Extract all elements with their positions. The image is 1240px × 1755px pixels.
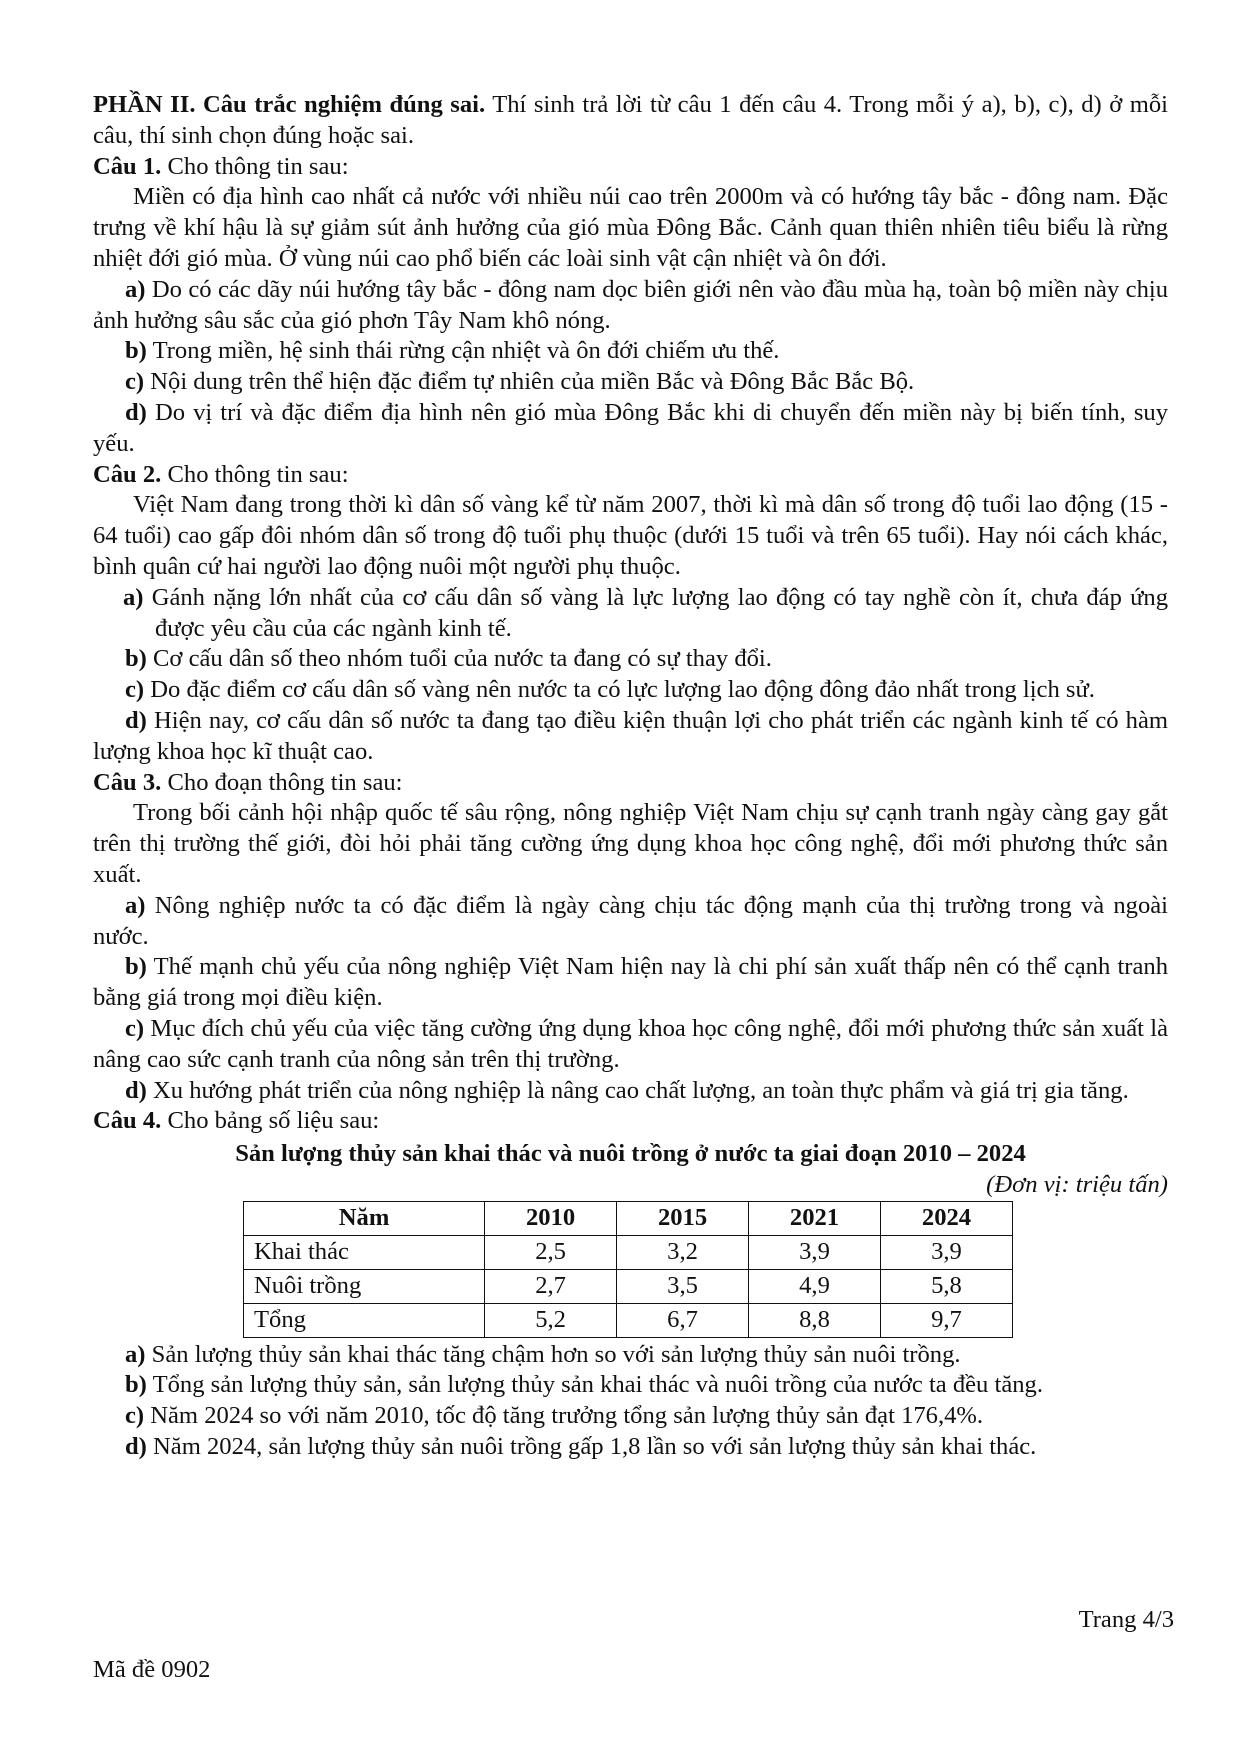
option-text: Nội dung trên thể hiện đặc điểm tự nhiên của miền Bắc và Đông Bắc Bắc Bộ. [144,368,915,396]
table-cell: 2,7 [485,1269,617,1303]
question-4-intro: Cho bảng số liệu sau: [161,1107,380,1135]
option-text: Hiện nay, cơ cấu dân số nước ta đang tạo điều kiện thuận lợi cho phát triển các ngành kinh tế có hàm lượng khoa học kĩ thuật cao. [93,706,1168,765]
option-text: Trong miền, hệ sinh thái rừng cận nhiệt và ôn đới chiếm ưu thế. [146,337,780,365]
table-header-cell: 2015 [617,1201,749,1235]
question-4-option-d [93,1432,1168,1463]
table-row [244,1235,1013,1269]
question-1-heading [93,152,1168,183]
question-3-passage: Trong bối cảnh hội nhập quốc tế sâu rộng, nông nghiệp Việt Nam chịu sự cạnh tranh ngày càng gay gắt trên thị trường thế giới, đòi hỏi phải tăng cường ứng dụng khoa học công nghệ, đổi mới phương thức sản xuất. [93,799,1168,888]
question-2-intro: Cho thông tin sau: [161,460,349,488]
question-2-passage: Việt Nam đang trong thời kì dân số vàng kể từ năm 2007, thời kì mà dân số trong độ tuổi lao động (15 - 64 tuổi) cao gấp đôi nhóm dân số trong độ tuổi phụ thuộc (dưới 15 tuổi và trên 65 tuổi). Hay nói cách khác, bình quân cứ hai người lao động nuôi một người phụ thuộc. [93,491,1168,580]
question-4-label: Câu 4. [93,1107,162,1135]
option-label: b) [125,645,147,673]
option-label: a) [125,275,146,303]
table-cell: 9,7 [880,1303,1012,1337]
option-text: Nông nghiệp nước ta có đặc điểm là ngày càng chịu tác động mạnh của thị trường trong và ngoài nước. [93,891,1168,950]
table-cell: 8,8 [749,1303,881,1337]
option-label: c) [125,1402,145,1430]
question-1-intro: Cho thông tin sau: [161,152,349,180]
option-text: Thế mạnh chủ yếu của nông nghiệp Việt Nam hiện nay là chi phí sản xuất thấp nên có thể cạnh tranh bằng giá trong mọi điều kiện. [93,953,1168,1012]
option-label: b) [125,1371,147,1399]
question-2-option-c [93,675,1168,706]
option-text: Xu hướng phát triển của nông nghiệp là nâng cao chất lượng, an toàn thực phẩm và giá trị gia tăng. [146,1076,1129,1104]
data-table [243,1201,1013,1338]
option-label: c) [125,368,145,396]
option-label: a) [125,1340,146,1368]
table-row-label: Nuôi trồng [244,1269,485,1303]
option-label: c) [125,676,145,704]
table-unit: (Đơn vị: triệu tấn) [986,1170,1168,1198]
table-cell: 5,8 [880,1269,1012,1303]
option-label: a) [123,583,144,611]
question-1-option-c [93,367,1168,398]
table-row [244,1269,1013,1303]
option-text: Do đặc điểm cơ cấu dân số vàng nên nước ta có lực lượng lao động đông đảo nhất trong lịch sử. [144,676,1095,704]
option-label: b) [125,337,147,365]
table-header-cell: 2024 [880,1201,1012,1235]
option-label: a) [125,891,146,919]
table-cell: 6,7 [617,1303,749,1337]
question-3-option-b [93,952,1168,1014]
option-text: Tổng sản lượng thủy sản, sản lượng thủy sản khai thác và nuôi trồng của nước ta đều tăng. [146,1371,1043,1399]
question-4-heading [93,1106,1168,1137]
option-text: Cơ cấu dân số theo nhóm tuổi của nước ta đang có sự thay đổi. [146,645,772,673]
question-4-option-c [93,1401,1168,1432]
exam-page [93,90,1168,1463]
option-text: Do có các dãy núi hướng tây bắc - đông nam dọc biên giới nên vào đầu mùa hạ, toàn bộ miền này chịu ảnh hưởng sâu sắc của gió phơn Tây Nam khô nóng. [93,275,1168,334]
table-row-label: Tổng [244,1303,485,1337]
question-1-passage: Miền có địa hình cao nhất cả nước với nhiều núi cao trên 2000m và có hướng tây bắc - đông nam. Đặc trưng về khí hậu là sự giảm sút ảnh hưởng của gió mùa Đông Bắc. Cảnh quan thiên nhiên tiêu biểu là rừng nhiệt đới gió mùa. Ở vùng núi cao phổ biến các loài sinh vật cận nhiệt và ôn đới. [93,183,1168,272]
question-1-option-b [93,336,1168,367]
table-cell: 5,2 [485,1303,617,1337]
question-2-label: Câu 2. [93,460,162,488]
question-2-option-d [93,706,1168,768]
section-instructions: Thí sinh trả lời từ câu 1 đến câu 4. Trong mỗi ý a), b), c), d) ở mỗi câu, thí sinh chọn đúng hoặc sai. [93,91,1168,149]
table-cell: 3,9 [880,1235,1012,1269]
question-1-option-d [93,398,1168,460]
table-cell: 3,9 [749,1235,881,1269]
table-cell: 2,5 [485,1235,617,1269]
option-label: d) [125,1076,147,1104]
option-label: c) [125,1014,145,1042]
option-label: b) [125,953,147,981]
exam-code: Mã đề 0902 [93,1656,211,1683]
table-header-row [244,1201,1013,1235]
option-text: Năm 2024 so với năm 2010, tốc độ tăng trưởng tổng sản lượng thủy sản đạt 176,4%. [144,1402,984,1430]
table-header-cell: Năm [244,1201,485,1235]
question-3-option-d [93,1076,1168,1107]
question-2-heading [93,460,1168,491]
option-text: Sản lượng thủy sản khai thác tăng chậm hơn so với sản lượng thủy sản nuôi trồng. [145,1340,961,1368]
table-title: Sản lượng thủy sản khai thác và nuôi trồng ở nước ta giai đoạn 2010 – 2024 [235,1140,1026,1168]
option-text: Gánh nặng lớn nhất của cơ cấu dân số vàng là lực lượng lao động có tay nghề còn ít, chưa đáp ứng được yêu cầu của các ngành kinh tế. [143,583,1168,642]
table-cell: 4,9 [749,1269,881,1303]
table-row-label: Khai thác [244,1235,485,1269]
question-2-option-a [93,583,1168,645]
section-header [93,90,1168,152]
option-label: d) [125,1433,147,1461]
option-label: d) [125,398,147,426]
question-3-label: Câu 3. [93,768,162,796]
page-number: Trang 4/3 [1078,1606,1174,1633]
section-title: PHẦN II. Câu trắc nghiệm đúng sai. [93,91,486,118]
option-text: Do vị trí và đặc điểm địa hình nên gió mùa Đông Bắc khi di chuyển đến miền này bị biến tính, suy yếu. [93,398,1168,457]
question-3-option-c [93,1014,1168,1076]
question-3-intro: Cho đoạn thông tin sau: [161,768,403,796]
option-text: Mục đích chủ yếu của việc tăng cường ứng dụng khoa học công nghệ, đổi mới phương thức sản xuất là nâng cao sức cạnh tranh của nông sản trên thị trường. [93,1014,1168,1073]
question-4-option-b [93,1370,1168,1401]
table-header-cell: 2021 [749,1201,881,1235]
table-header-cell: 2010 [485,1201,617,1235]
data-table-wrapper [93,1201,1168,1338]
option-text: Năm 2024, sản lượng thủy sản nuôi trồng gấp 1,8 lần so với sản lượng thủy sản khai thác. [146,1433,1037,1461]
table-cell: 3,5 [617,1269,749,1303]
question-1-label: Câu 1. [93,152,162,180]
table-row [244,1303,1013,1337]
option-label: d) [125,706,147,734]
question-4-option-a [93,1340,1168,1371]
question-3-heading [93,768,1168,799]
question-2-option-b [93,644,1168,675]
question-3-option-a [93,891,1168,953]
question-1-option-a [93,275,1168,337]
table-cell: 3,2 [617,1235,749,1269]
